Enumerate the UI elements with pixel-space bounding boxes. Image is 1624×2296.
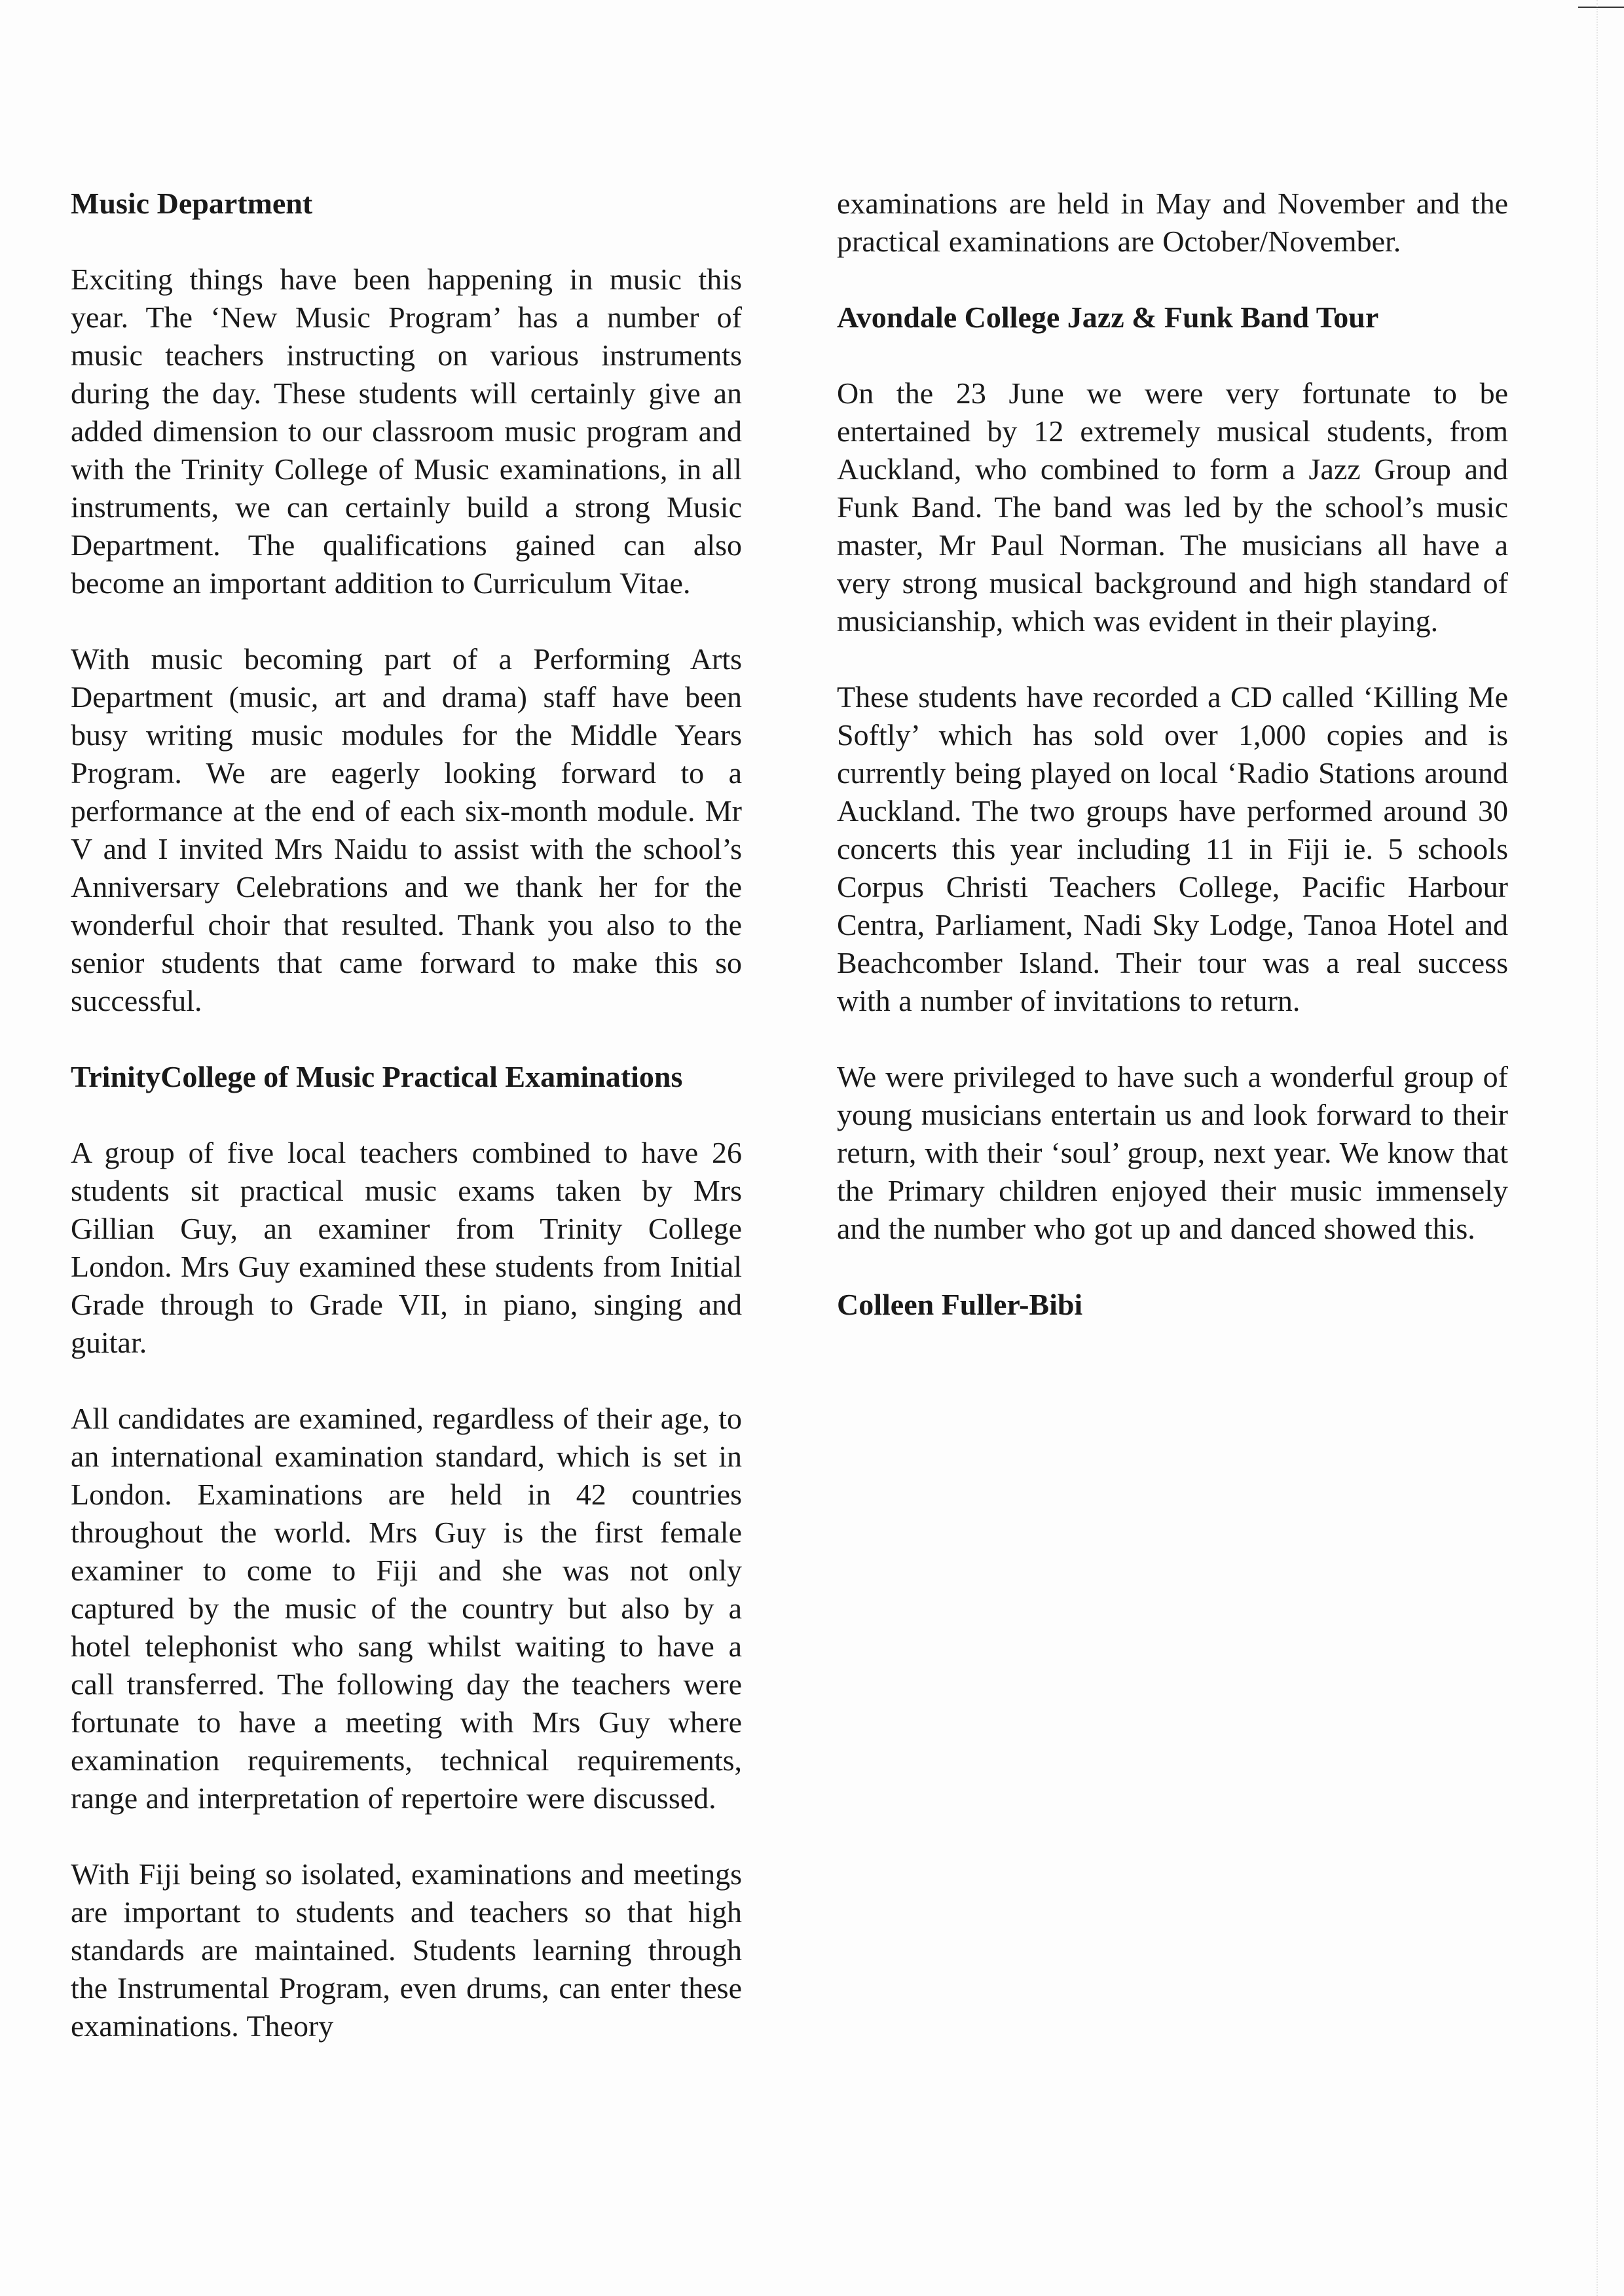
music-department-heading: Music Department — [71, 187, 313, 220]
scan-edge-artifact — [1596, 0, 1624, 2296]
right-column — [837, 185, 1508, 1324]
author-signature: Colleen Fuller-Bibi — [837, 1288, 1083, 1321]
trinity-college-paragraph-1: A group of five local teachers combined to have 26 students sit practical music exams taken by Mrs Gillian Guy, an examiner from Trinity College London. Mrs Guy examined these students from Initial Grade through to Grade VII, in piano, singing and guitar. — [71, 1136, 742, 1359]
avondale-band-paragraph-1: On the 23 June we were very fortunate to be entertained by 12 extremely musical students, from Auckland, who combined to form a Jazz Group and Funk Band. The band was led by the school’s music master, Mr Paul Norman. The musicians all have a very strong musical background and high standard of musicianship, which was evident in their playing. — [837, 376, 1508, 638]
trinity-college-paragraph-3: With Fiji being so isolated, examinations and meetings are important to students and teachers so that high standards are maintained. Students learning through the Instrumental Program, even drums, can enter these examinations. Theory — [71, 1857, 742, 2043]
music-department-paragraph-2: With music becoming part of a Performing Arts Department (music, art and drama) staff have been busy writing music modules for the Middle Years Program. We are eagerly looking forward to a performance at the end of each six-month module. Mr V and I invited Mrs Naidu to assist with the school’s Anniversary Celebrations and we thank her for the wonderful choir that resulted. Thank you also to the senior students that came forward to make this so successful. — [71, 642, 742, 1017]
trinity-college-paragraph-2: All candidates are examined, regardless of their age, to an international examination standard, which is set in London. Examinations are held in 42 countries throughout the world. Mrs Guy is the first female examiner to come to Fiji and she was not only captured by the music of the country but also by a hotel telephonist who sang whilst waiting to have a call transferred. The following day the teachers were fortunate to have a meeting with Mrs Guy where examination requirements, technical requirements, range and interpretation of repertoire were discussed. — [71, 1402, 742, 1815]
trinity-college-heading: TrinityCollege of Music Practical Examinations — [71, 1060, 683, 1093]
left-column — [71, 185, 742, 2045]
avondale-band-paragraph-3: We were privileged to have such a wonderful group of young musicians entertain us and look forward to their return, with their ‘soul’ group, next year. We know that the Primary children enjoyed their music immensely and the number who got up and danced showed this. — [837, 1060, 1508, 1245]
music-department-paragraph-1: Exciting things have been happening in music this year. The ‘New Music Program’ has a number of music teachers instructing on various instruments during the day. These students will certainly give an added dimension to our classroom music program and with the Trinity College of Music examinations, in all instruments, we can certainly build a strong Music Department. The qualifications gained can also become an important addition to Curriculum Vitae. — [71, 263, 742, 600]
avondale-band-paragraph-2: These students have recorded a CD called ‘Killing Me Softly’ which has sold over 1,000 copies and is currently being played on local ‘Radio Stations around Auckland. The two groups have performed around 30 concerts this year including 11 in Fiji ie. 5 schools Corpus Christi Teachers College, Pacific Harbour Centra, Parliament, Nadi Sky Lodge, Tanoa Hotel and Beachcomber Island. Their tour was a real success with a number of invitations to return. — [837, 680, 1508, 1017]
avondale-band-tour-heading: Avondale College Jazz & Funk Band Tour — [837, 301, 1379, 334]
theory-examinations-continuation: examinations are held in May and November and the practical examinations are October/November. — [837, 187, 1508, 258]
